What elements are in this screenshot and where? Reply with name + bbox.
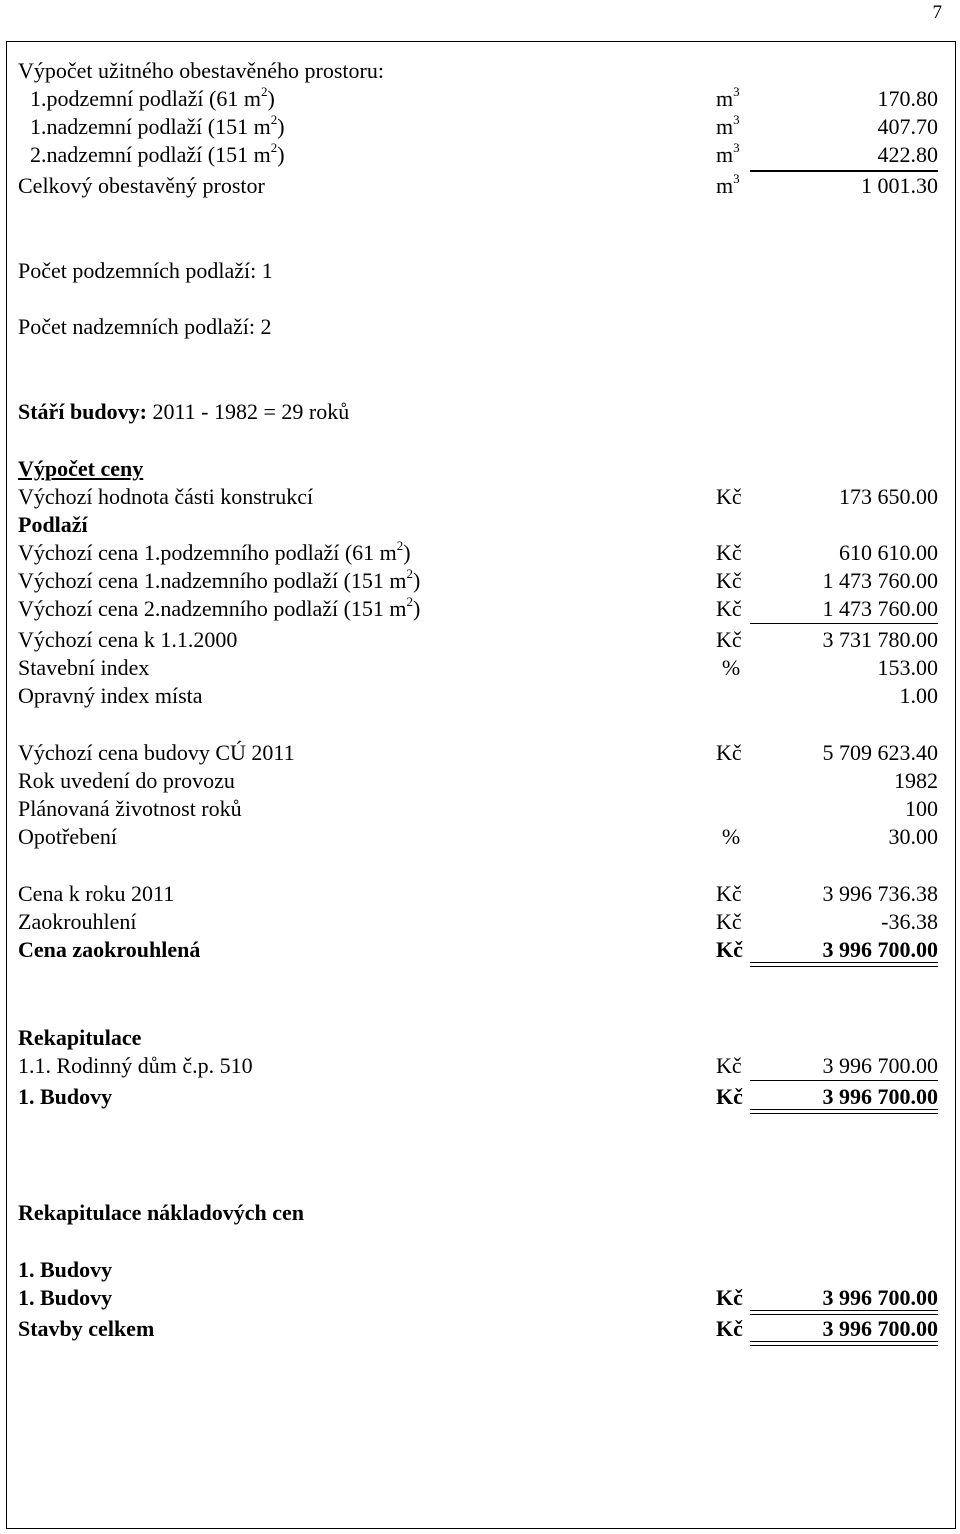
costs-heading: Rekapitulace nákladových cen [18,1200,305,1225]
volume-heading: Výpočet užitného obestavěného prostoru: [18,58,384,83]
sum-rule [750,1080,938,1081]
double-rule [750,962,938,967]
volume-row: 1.nadzemní podlaží (151 $m^2$) $m^3$ 407.70 [30,111,938,139]
floor-price-row: Výchozí cena 2.nadzemního podlaží (151 $m^2$) Kč 1 473 760.00 [18,593,938,621]
calc-heading: Výpočet ceny [18,456,144,481]
costs-subheading: 1. Budovy [18,1257,113,1282]
calc-row: Opotřebení % 30.00 [18,824,938,849]
calc-subheading: Podlaží [18,512,88,537]
calc-row: Výchozí hodnota části konstrukcí Kč 173 650.00 [18,484,938,509]
volume-total: Celkový obestavěný prostor $m^3$ 1 001.30 [18,170,938,198]
page-number: 7 [932,2,942,23]
sum-rule [750,623,938,624]
double-rule [750,1341,938,1346]
double-rule [750,1109,938,1114]
building-age: Stáří budovy: 2011 - 1982 = 29 roků [18,399,350,424]
calc-row: Stavební index % 153.00 [18,655,938,680]
recap-heading: Rekapitulace [18,1025,142,1050]
recap-row: 1.1. Rodinný dům č.p. 510 Kč 3 996 700.00 [18,1053,938,1078]
recap-total: 1. Budovy Kč 3 996 700.00 [18,1084,938,1109]
calc-row: Zaokrouhlení Kč -36.38 [18,909,938,934]
volume-row: 1.podzemní podlaží (61 $m^2$) $m^3$ 170.80 [30,83,938,111]
calc-row: Rok uvedení do provozu 1982 [18,768,938,793]
calc-row: Cena k roku 2011 Kč 3 996 736.38 [18,881,938,906]
final-price-row: Cena zaokrouhlená Kč 3 996 700.00 [18,937,938,962]
calc-row: Výchozí cena budovy CÚ 2011 Kč 5 709 623.40 [18,740,938,765]
calc-row: Opravný index místa 1.00 [18,683,938,708]
floor-price-row: Výchozí cena 1.nadzemního podlaží (151 $m^2$) Kč 1 473 760.00 [18,565,938,593]
calc-row: Plánovaná životnost roků 100 [18,796,938,821]
costs-total: Stavby celkem Kč 3 996 700.00 [18,1316,938,1341]
floors-under: Počet podzemních podlaží: 1 [18,258,273,283]
calc-row: Výchozí cena k 1.1.2000 Kč 3 731 780.00 [18,627,938,652]
floor-price-row: Výchozí cena 1.podzemního podlaží (61 $m^2$) Kč 610 610.00 [18,537,938,565]
costs-row: 1. Budovy Kč 3 996 700.00 [18,1285,938,1310]
floors-above: Počet nadzemních podlaží: 2 [18,314,272,339]
volume-row: 2.nadzemní podlaží (151 $m^2$) $m^3$ 422.80 [30,139,938,167]
